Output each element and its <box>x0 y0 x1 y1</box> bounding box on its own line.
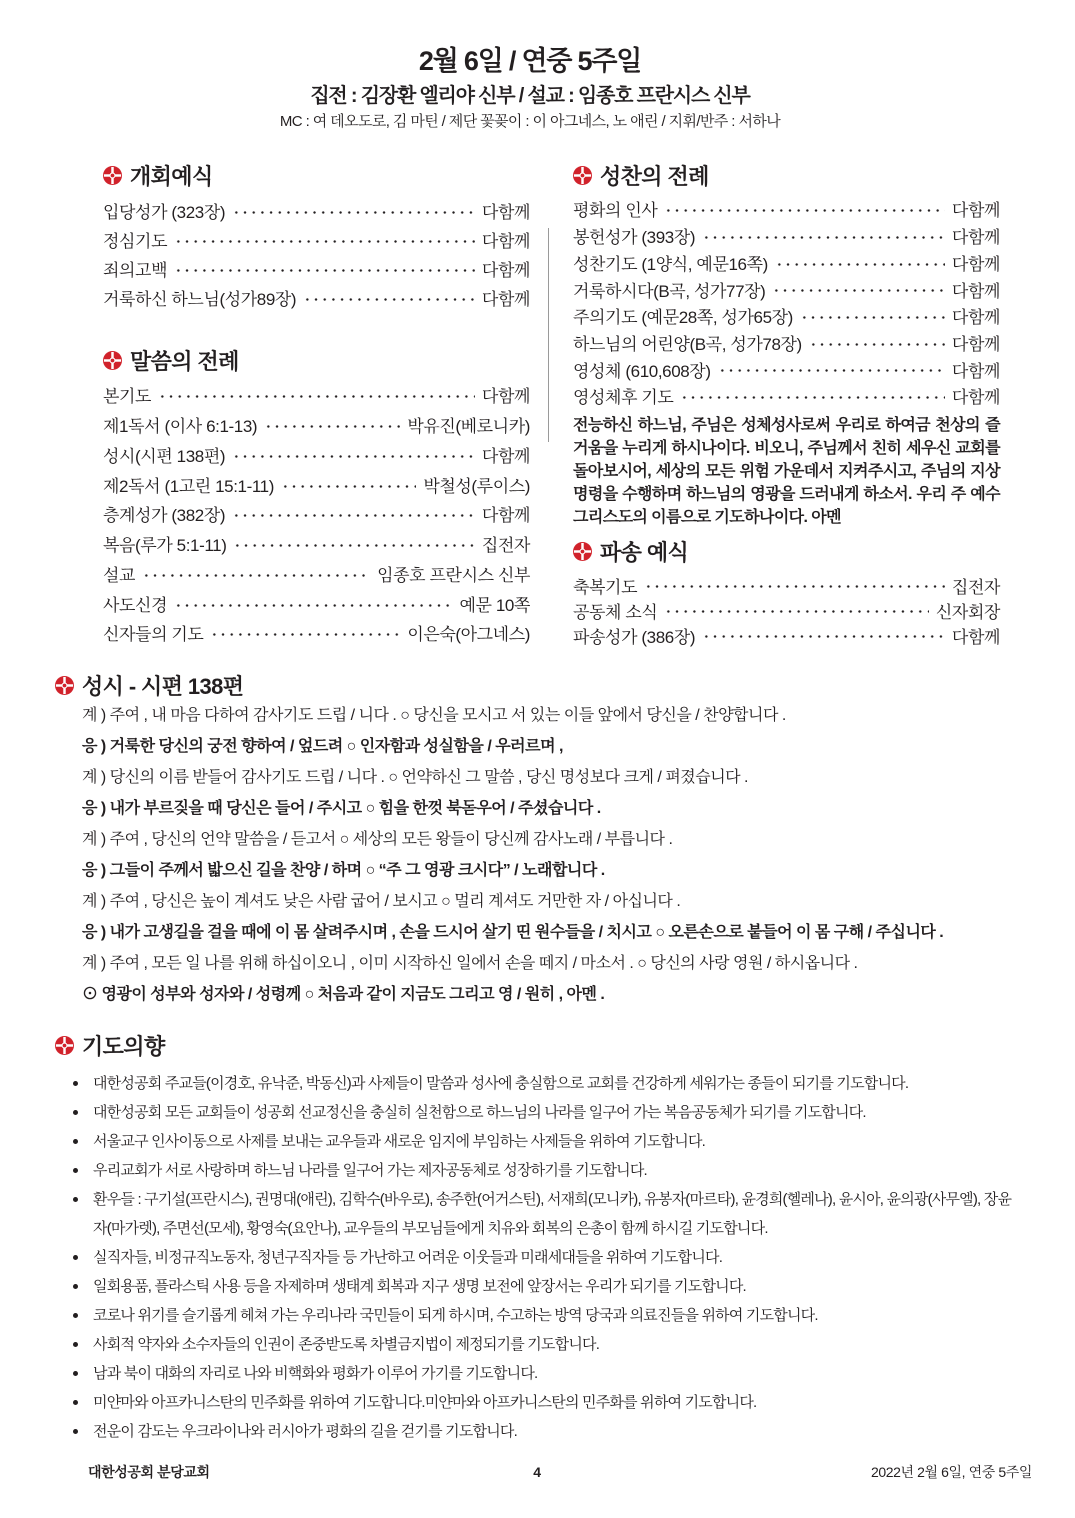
postcommunion-prayer: 전능하신 하느님, 주님은 성체성사로써 우리로 하여금 천상의 즐거움을 누리게 하시나이다. 비오니, 주님께서 친히 세우신 교회를 돌아보시어, 세상의 모든 위험 가운데서 지켜주시고, 주님의 지상명령을 수행하며 하느님의 영광을 드러내게 하소서. 우리 주 예수 그리스도의 이름으로 기도하나이다. 아멘 <box>573 417 1000 526</box>
intention-item <box>70 1243 1023 1272</box>
order-item-leader-name: 박유진(베로니카) <box>407 417 530 437</box>
order-row <box>103 588 530 618</box>
section-heading-intentions <box>55 1030 165 1060</box>
cross-circle-icon <box>573 166 592 185</box>
order-item-label: 공동체 소식 <box>573 602 658 622</box>
intention-text: 대한성공회 모든 교회들이 성공회 선교정신을 충실히 실천함으로 하느님의 나라를 일구어 가는 복음공동체가 되기를 기도합니다. <box>93 1103 866 1121</box>
intentions-list <box>70 1069 1023 1447</box>
order-row <box>573 196 1000 223</box>
dot-leader <box>174 254 475 283</box>
footer-date: 2022년 2월 6일, 연중 5주일 <box>870 1464 1032 1480</box>
order-item-label: 축복기도 <box>573 577 638 597</box>
intention-text: 실직자들, 비정규직노동자, 청년구직자들 등 가난하고 어려운 이웃들과 미래세대들을 위하여 기도합니다. <box>93 1248 723 1266</box>
psalm-line: 계 ) 주여 , 당신의 언약 말씀을 / 듣고서 ○ 세상의 모든 왕들이 당신께 감사노래 / 부릅니다 . <box>82 830 673 848</box>
psalm-text <box>82 700 1040 1011</box>
footer-church-name: 대한성공회 분당교회 <box>88 1464 210 1480</box>
order-item-leader-name: 다함께 <box>951 308 1000 328</box>
order-row <box>103 225 530 254</box>
order-item-leader-name: 집전자 <box>481 536 530 556</box>
psalm-line: 계 ) 주여 , 당신은 높이 계셔도 낮은 사람 굽어 / 보시고 ○ 멀리 계셔도 거만한 자 / 아십니다 . <box>82 893 681 911</box>
dot-leader <box>664 196 944 223</box>
dot-leader <box>158 380 475 410</box>
order-item-leader-name: 다함께 <box>481 203 530 222</box>
order-row <box>573 573 1000 598</box>
order-row <box>573 623 1000 648</box>
celebrant-preacher-line: 집전 : 김장환 엘리야 신부 / 설교 : 임종호 프란시스 신부 <box>310 85 750 107</box>
dot-leader <box>702 222 945 249</box>
order-item-leader-name: 다함께 <box>951 228 1000 248</box>
intention-item <box>70 1330 1023 1359</box>
liturgy-of-eucharist-list <box>573 196 1000 410</box>
dot-leader <box>702 623 945 648</box>
order-item-leader-name: 다함께 <box>481 387 530 407</box>
order-row <box>103 469 530 499</box>
order-row <box>573 276 1000 303</box>
order-item-leader-name: 다함께 <box>481 261 530 280</box>
order-item-leader-name: 다함께 <box>481 232 530 251</box>
section-title: 성시 - 시편 138편 <box>82 673 244 699</box>
dot-leader <box>772 276 945 303</box>
intention-item <box>70 1417 1023 1446</box>
order-item-leader-name: 다함께 <box>951 281 1000 301</box>
dot-leader <box>174 588 452 618</box>
intention-text: 코로나 위기를 슬기롭게 헤쳐 가는 우리나라 국민들이 되게 하시며, 수고하는 방역 당국과 의료진들을 위하여 기도합니다. <box>93 1307 818 1325</box>
order-item-leader-name: 다함께 <box>481 446 530 466</box>
intention-text: 서울교구 인사이동으로 사제를 보내는 교우들과 새로운 임지에 부임하는 사제들을 위하여 기도합니다. <box>93 1132 706 1150</box>
cross-circle-icon <box>55 676 74 695</box>
order-row <box>103 559 530 589</box>
psalm-line: 응 ) 거룩한 당신의 궁전 향하여 / 엎드려 ○ 인자함과 성실함을 / 우러르며 , <box>82 737 563 755</box>
order-item-leader-name: 다함께 <box>951 361 1000 381</box>
order-row <box>573 329 1000 356</box>
order-row <box>103 196 530 225</box>
order-item-label: 사도신경 <box>103 595 168 615</box>
order-item-label: 봉헌성가 (393장) <box>573 228 696 248</box>
cross-circle-icon <box>103 351 122 370</box>
order-item-leader-name: 다함께 <box>481 506 530 526</box>
order-item-label: 거룩하신 하느님(성가89장) <box>103 290 297 309</box>
dot-leader <box>142 559 370 589</box>
order-row <box>103 440 530 470</box>
bullet-icon <box>73 1081 78 1086</box>
section-heading-psalm <box>55 670 243 700</box>
order-item-leader-name: 예문 10쪽 <box>459 595 530 615</box>
bullet-icon <box>73 1197 78 1202</box>
order-item-leader-name: 집전자 <box>951 577 1000 597</box>
psalm-line: 응 ) 내가 부르짖을 때 당신은 들어 / 주시고 ○ 힘을 한껏 북돋우어 / 주셨습니다 . <box>82 799 601 817</box>
bullet-icon <box>73 1400 78 1405</box>
dot-leader <box>809 329 945 356</box>
order-row <box>103 380 530 410</box>
intention-item <box>70 1388 1023 1417</box>
bullet-icon <box>73 1110 78 1115</box>
order-item-label: 신자들의 기도 <box>103 625 204 645</box>
intention-item <box>70 1098 1023 1127</box>
order-row <box>103 283 530 312</box>
order-item-leader-name: 임종호 프란시스 신부 <box>377 565 530 585</box>
cross-circle-icon <box>103 166 122 185</box>
section-heading-eucharist <box>573 160 709 190</box>
page-number: 4 <box>533 1464 541 1480</box>
order-item-label: 성찬기도 (1양식, 예문16쪽) <box>573 254 768 274</box>
intention-item <box>70 1272 1023 1301</box>
dot-leader <box>680 382 944 409</box>
bullet-icon <box>73 1255 78 1260</box>
bullet-icon <box>73 1371 78 1376</box>
order-item-label: 정심기도 <box>103 232 168 251</box>
order-item-label: 입당성가 (323장) <box>103 203 226 222</box>
bullet-icon <box>73 1139 78 1144</box>
order-item-label: 층계성가 (382장) <box>103 506 226 526</box>
psalm-line: ⊙ 영광이 성부와 성자와 / 성령께 ○ 처음과 같이 지금도 그리고 영 / 원히 , 아멘 . <box>82 986 605 1004</box>
order-item-label: 파송성가 (386장) <box>573 627 696 647</box>
dot-leader <box>281 469 416 499</box>
dot-leader <box>210 618 400 648</box>
order-item-leader-name: 신자회장 <box>935 602 1000 622</box>
dot-leader <box>174 225 475 254</box>
order-item-label: 영성체 (610,608장) <box>573 361 711 381</box>
order-row <box>103 254 530 283</box>
order-item-label: 복음(루가 5:1-11) <box>103 536 227 556</box>
order-row <box>103 499 530 529</box>
dot-leader <box>232 440 475 470</box>
order-item-leader-name: 다함께 <box>951 201 1000 221</box>
bullet-icon <box>73 1168 78 1173</box>
bullet-icon <box>73 1313 78 1318</box>
cross-circle-icon <box>573 542 592 561</box>
dismissal-rite-list <box>573 573 1000 648</box>
dot-leader <box>664 598 928 623</box>
order-item-leader-name: 다함께 <box>481 290 530 309</box>
dot-leader <box>718 356 945 383</box>
intention-item <box>70 1301 1023 1330</box>
section-title: 성찬의 전례 <box>600 163 709 189</box>
dot-leader <box>303 283 475 312</box>
psalm-line: 계 ) 당신의 이름 받들어 감사기도 드립 / 니다 . ○ 언약하신 그 말씀 , 당신 명성보다 크게 / 펴졌습니다 . <box>82 768 748 786</box>
intention-item <box>70 1359 1023 1388</box>
order-item-label: 영성체후 기도 <box>573 388 674 408</box>
order-item-label: 제1독서 (이사 6:1-13) <box>103 417 258 437</box>
psalm-line: 계 ) 주여 , 모든 일 나를 위해 하십이오니 , 이미 시작하신 일에서 손을 떼지 / 마소서 . ○ 당신의 사랑 영원 / 하시옵니다 . <box>82 955 858 973</box>
liturgy-of-word-list <box>103 380 530 648</box>
order-item-label: 성시(시편 138편) <box>103 446 226 466</box>
dot-leader <box>775 249 945 276</box>
order-item-leader-name: 이은숙(아그네스) <box>407 625 530 645</box>
order-item-leader-name: 다함께 <box>951 388 1000 408</box>
order-item-label: 주의기도 (예문28쪽, 성가65장) <box>573 308 793 328</box>
order-item-label: 죄의고백 <box>103 261 168 280</box>
dot-leader <box>264 410 400 440</box>
section-heading-word <box>103 345 239 375</box>
intention-item <box>70 1127 1023 1156</box>
order-item-label: 제2독서 (1고린 15:1-11) <box>103 476 274 496</box>
order-row <box>573 382 1000 409</box>
intention-item <box>70 1156 1023 1185</box>
dot-leader <box>233 529 474 559</box>
psalm-line: 계 ) 주여 , 내 마음 다하여 감사기도 드립 / 니다 . ○ 당신을 모시고 서 있는 이들 앞에서 당신을 / 찬양합니다 . <box>82 706 786 724</box>
order-item-leader-name: 박철성(루이스) <box>423 476 530 496</box>
section-title: 개회예식 <box>130 163 213 189</box>
intention-text: 미얀마와 아프카니스탄의 민주화를 위하여 기도합니다.미얀마와 아프카니스탄의 민주화를 위하여 기도합니다. <box>93 1394 757 1412</box>
dot-leader <box>644 573 945 598</box>
order-row <box>103 410 530 440</box>
order-row <box>573 356 1000 383</box>
order-item-label: 설교 <box>103 565 136 585</box>
section-title: 파송 예식 <box>600 539 689 565</box>
cross-circle-icon <box>55 1036 74 1055</box>
bullet-icon <box>73 1342 78 1347</box>
order-row <box>103 529 530 559</box>
intention-text: 우리교회가 서로 사랑하며 하느님 나라를 일구어 가는 제자공동체로 성장하기를 기도합니다. <box>93 1161 647 1179</box>
dot-leader <box>232 196 475 225</box>
intention-text: 사회적 약자와 소수자들의 인권이 존중받도록 차별금지법이 제정되기를 기도합니다. <box>93 1336 600 1354</box>
column-divider <box>548 228 549 442</box>
order-item-label: 평화의 인사 <box>573 201 658 221</box>
section-title: 말씀의 전례 <box>130 348 239 374</box>
section-heading-opening <box>103 160 213 190</box>
order-item-label: 본기도 <box>103 387 152 407</box>
order-row <box>573 222 1000 249</box>
intention-text: 전운이 감도는 우크라이나와 러시아가 평화의 길을 걷기를 기도합니다. <box>93 1423 517 1441</box>
intention-item <box>70 1069 1023 1098</box>
ministers-line: MC : 여 데오도로, 김 마틴 / 제단 꽃꽂이 : 이 아그네스, 노 애린 / 지휘/반주 : 서하나 <box>279 113 781 130</box>
order-row <box>573 302 1000 329</box>
intention-text: 환우들 : 구기설(프란시스), 권명대(애린), 김학수(바우로), 송주한(어거스틴), 서재희(모니카), 유봉자(마르타), 윤경희(헬레나), 윤시아, 윤의광(사무엘), 장윤자(마가렛), 주면선(모세), 황영숙(요안나), 교우들의 부모님들에게 치유와 회복의 은총이 함께 하시길 기도합니다. <box>93 1190 1012 1237</box>
order-row <box>573 249 1000 276</box>
dot-leader <box>800 302 945 329</box>
bullet-icon <box>73 1429 78 1434</box>
opening-rite-list <box>103 196 530 312</box>
order-row <box>573 598 1000 623</box>
order-row <box>103 618 530 648</box>
order-item-leader-name: 다함께 <box>951 627 1000 647</box>
intention-text: 일회용품, 플라스틱 사용 등을 자제하며 생태계 회복과 지구 생명 보전에 앞장서는 우리가 되기를 기도합니다. <box>93 1278 746 1296</box>
order-item-leader-name: 다함께 <box>951 334 1000 354</box>
psalm-line: 응 ) 내가 고생길을 걸을 때에 이 몸 살려주시며 , 손을 드시어 살기 띤 원수들을 / 치시고 ○ 오른손으로 붙들어 이 몸 구해 / 주십니다 . <box>82 924 944 942</box>
section-title: 기도의향 <box>82 1033 165 1059</box>
order-item-label: 거룩하시다(B곡, 성가77장) <box>573 281 766 301</box>
psalm-line: 응 ) 그들이 주께서 밟으신 길을 찬양 / 하며 ○ “주 그 영광 크시다” / 노래합니다 . <box>82 861 605 879</box>
intention-item <box>70 1185 1023 1243</box>
order-item-leader-name: 다함께 <box>951 254 1000 274</box>
intention-text: 대한성공회 주교들(이경호, 유낙준, 박동신)과 사제들이 말씀과 성사에 충실함으로 교회를 건강하게 세워가는 종들이 되기를 기도합니다. <box>93 1074 909 1092</box>
page-title: 2월 6일 / 연중 5주일 <box>418 46 642 76</box>
bullet-icon <box>73 1284 78 1289</box>
section-heading-dismissal <box>573 536 688 566</box>
order-item-label: 하느님의 어린양(B곡, 성가78장) <box>573 334 802 354</box>
intention-text: 남과 북이 대화의 자리로 나와 비핵화와 평화가 이루어 가기를 기도합니다. <box>93 1365 538 1383</box>
dot-leader <box>232 499 475 529</box>
